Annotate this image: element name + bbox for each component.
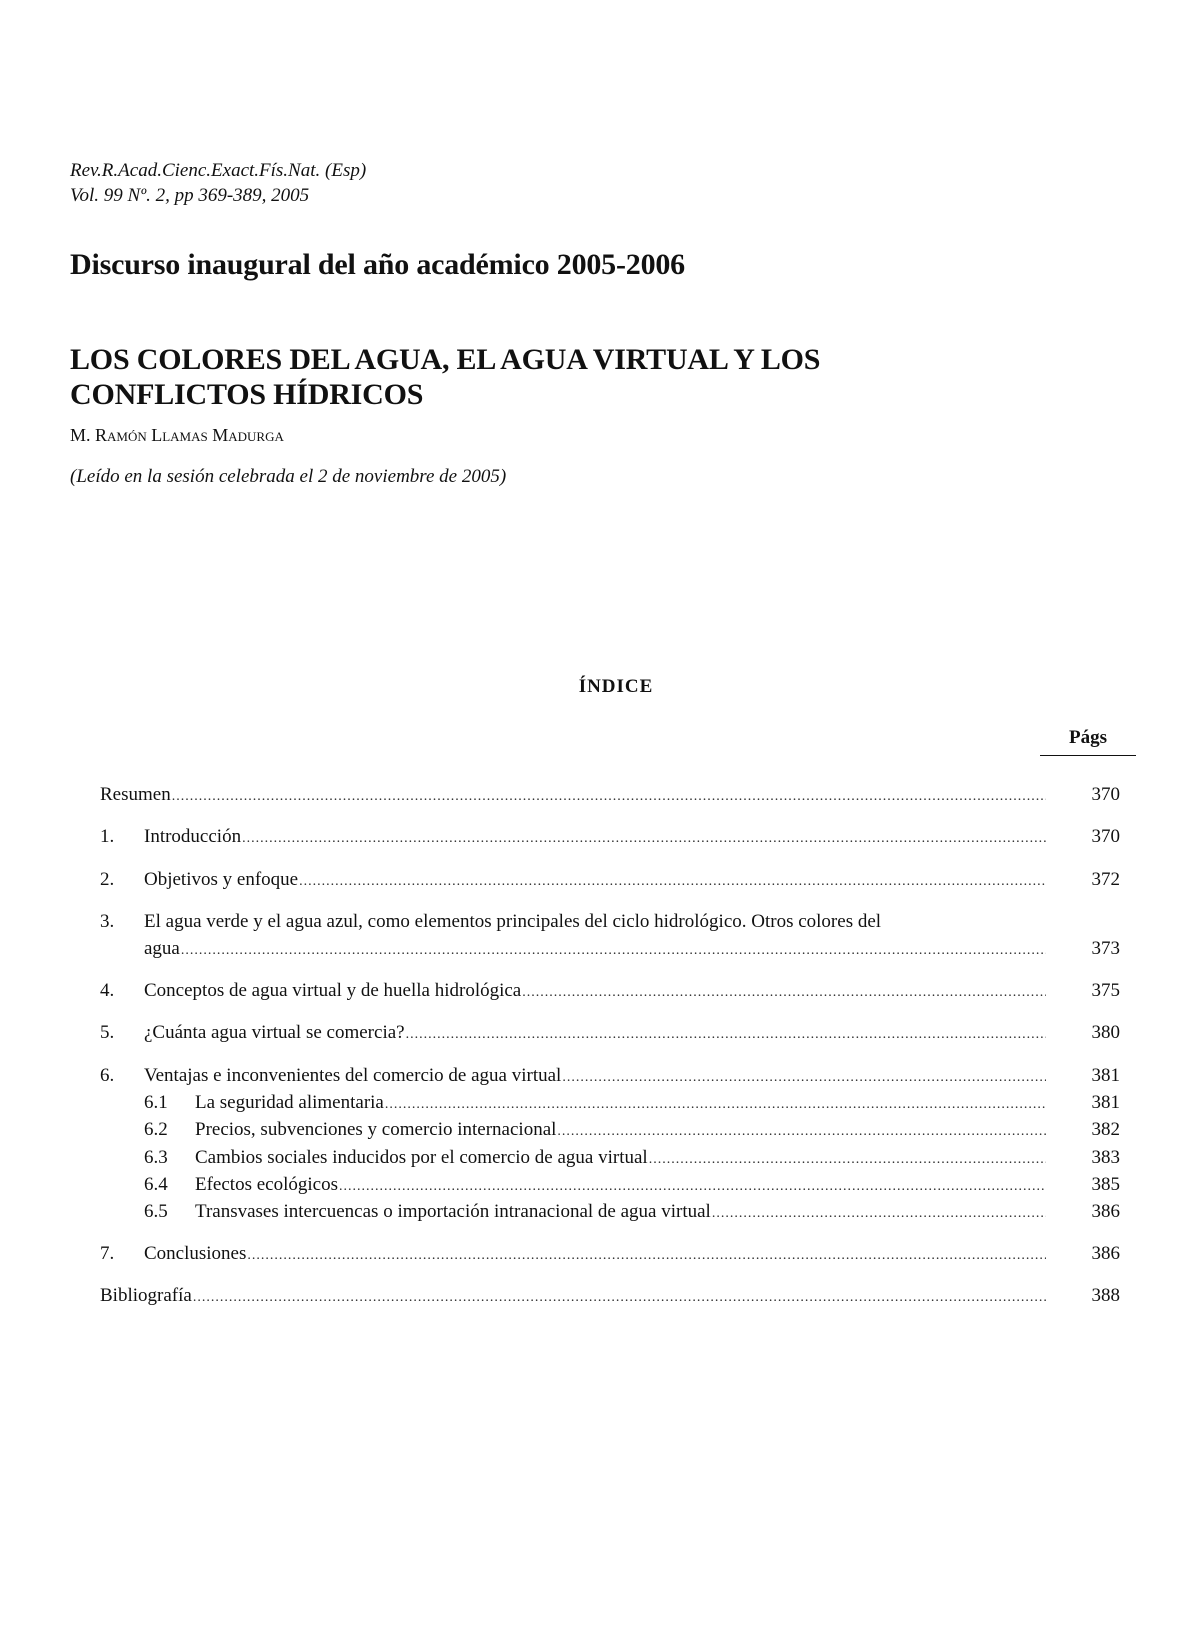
author-name: M. Ramón Llamas Madurga: [70, 425, 284, 445]
toc-entry-number: 5.: [100, 1022, 115, 1043]
toc-entry-page: 381: [1091, 1065, 1120, 1086]
toc-entry-number: 6.2: [144, 1119, 168, 1140]
toc-entry-title: Conclusiones: [144, 1243, 247, 1264]
toc-entry-page: 386: [1091, 1243, 1120, 1264]
toc-entry-text-wrap: [100, 1283, 1046, 1311]
toc-entry-title: Efectos ecológicos: [195, 1174, 338, 1195]
toc-entry-title: Transvases intercuencas o importación intranacional de agua virtual: [195, 1201, 711, 1222]
toc-entry-6-2[interactable]: [100, 1117, 1120, 1143]
toc-entry-title: La seguridad alimentaria: [195, 1092, 384, 1113]
toc-entry-bibliografia[interactable]: [100, 1283, 1120, 1309]
discourse-title: Discurso inaugural del año académico 2005-2006: [70, 248, 685, 281]
toc-entry-6-1[interactable]: [100, 1090, 1120, 1116]
toc-entry-number: 7.: [100, 1243, 115, 1264]
toc-entry-title: agua: [144, 938, 180, 959]
toc-entry-number: 6.5: [144, 1201, 168, 1222]
toc-entry-1[interactable]: [100, 824, 1120, 850]
toc-entry-title-line-1: El agua verde y el agua azul, como elementos principales del ciclo hidrológico. Otros colores del: [144, 911, 882, 932]
toc-entry-text-wrap: [195, 1117, 1046, 1145]
toc-entry-6-5[interactable]: [100, 1199, 1120, 1225]
toc-entry-5[interactable]: [100, 1020, 1120, 1046]
toc-entry-number: 6.3: [144, 1147, 168, 1168]
leader-dots: [339, 1174, 1046, 1200]
pages-column-heading: Págs: [1040, 727, 1136, 756]
toc-entry-text-wrap: [144, 978, 1046, 1006]
leader-dots: [712, 1201, 1046, 1227]
toc-entry-text-wrap: [144, 936, 1046, 964]
toc-entry-page: 373: [1091, 938, 1120, 959]
toc-entry-2[interactable]: [100, 867, 1120, 893]
toc-entry-number: 6.1: [144, 1092, 168, 1113]
toc-entry-4[interactable]: [100, 978, 1120, 1004]
toc-entry-number: 6.: [100, 1065, 115, 1086]
leader-dots: [385, 1092, 1046, 1118]
toc-entry-page: 375: [1091, 980, 1120, 1001]
toc-entry-number: 2.: [100, 869, 115, 890]
toc-entry-text-wrap: [144, 867, 1046, 895]
toc-entry-title: Bibliografía: [100, 1285, 192, 1306]
toc-entry-page: 388: [1091, 1285, 1120, 1306]
toc-entry-title: Cambios sociales inducidos por el comercio de agua virtual: [195, 1147, 648, 1168]
toc-entry-3[interactable]: [100, 936, 1120, 962]
leader-dots: [562, 1065, 1046, 1091]
toc-entry-3-first-line[interactable]: [100, 909, 1120, 935]
toc-entry-title: Introducción: [144, 826, 242, 847]
citation-volume: Vol. 99 Nº. 2, pp 369-389, 2005: [70, 185, 310, 206]
leader-dots: [406, 1022, 1046, 1048]
toc-entry-text-wrap: [144, 1063, 1046, 1091]
toc-entry-number: 1.: [100, 826, 115, 847]
toc-entry-6-4[interactable]: [100, 1172, 1120, 1198]
paper-title: [70, 342, 970, 412]
toc-entry-title: Ventajas e inconvenientes del comercio de agua virtual: [144, 1065, 562, 1086]
toc-entry-number: 3.: [100, 911, 115, 932]
toc-entry-6-3[interactable]: [100, 1145, 1120, 1171]
leader-dots: [242, 826, 1046, 852]
toc-entry-page: 383: [1091, 1147, 1120, 1168]
toc-entry-page: 382: [1091, 1119, 1120, 1140]
toc-entry-title: ¿Cuánta agua virtual se comercia?: [144, 1022, 405, 1043]
toc-entry-page: 370: [1091, 784, 1120, 805]
toc-entry-title: Resumen: [100, 784, 171, 805]
paper-title-line-1: LOS COLORES DEL AGUA, EL AGUA VIRTUAL Y LOS: [70, 343, 821, 376]
toc-entry-text-wrap: [100, 782, 1046, 810]
leader-dots: [172, 784, 1046, 810]
journal-citation: [70, 158, 366, 208]
toc-entry-title: Conceptos de agua virtual y de huella hidrológica: [144, 980, 522, 1001]
toc-entry-title: Precios, subvenciones y comercio internacional: [195, 1119, 557, 1140]
toc-entry-number: 6.4: [144, 1174, 168, 1195]
session-note: (Leído en la sesión celebrada el 2 de noviembre de 2005): [70, 466, 507, 487]
toc-entry-text-wrap: [195, 1199, 1046, 1227]
toc-entry-text-wrap: [195, 1145, 1046, 1173]
paper-title-line-2: CONFLICTOS HÍDRICOS: [70, 378, 424, 411]
leader-dots: [193, 1285, 1046, 1311]
leader-dots: [649, 1147, 1046, 1173]
toc-entry-text-wrap: [144, 1241, 1046, 1269]
toc-entry-page: 372: [1091, 869, 1120, 890]
toc-entry-page: 386: [1091, 1201, 1120, 1222]
leader-dots: [557, 1119, 1046, 1145]
toc-entry-text-wrap: [195, 1172, 1046, 1200]
toc-entry-text-wrap: [144, 824, 1046, 852]
toc-entry-page: 385: [1091, 1174, 1120, 1195]
leader-dots: [181, 938, 1046, 964]
index-heading: ÍNDICE: [578, 676, 654, 697]
toc-entry-number: 4.: [100, 980, 115, 1001]
toc-entry-title: Objetivos y enfoque: [144, 869, 299, 890]
toc-entry-text-wrap: [195, 1090, 1046, 1118]
leader-dots: [247, 1243, 1046, 1269]
citation-journal: Rev.R.Acad.Cienc.Exact.Fís.Nat. (Esp): [70, 160, 367, 181]
toc-entry-text-wrap: [144, 1020, 1046, 1048]
toc-entry-page: 370: [1091, 826, 1120, 847]
toc-entry-7[interactable]: [100, 1241, 1120, 1267]
toc-entry-page: 381: [1091, 1092, 1120, 1113]
leader-dots: [522, 980, 1046, 1006]
toc-entry-resumen[interactable]: [100, 782, 1120, 808]
leader-dots: [299, 869, 1046, 895]
toc-entry-page: 380: [1091, 1022, 1120, 1043]
toc-entry-6[interactable]: [100, 1063, 1120, 1089]
